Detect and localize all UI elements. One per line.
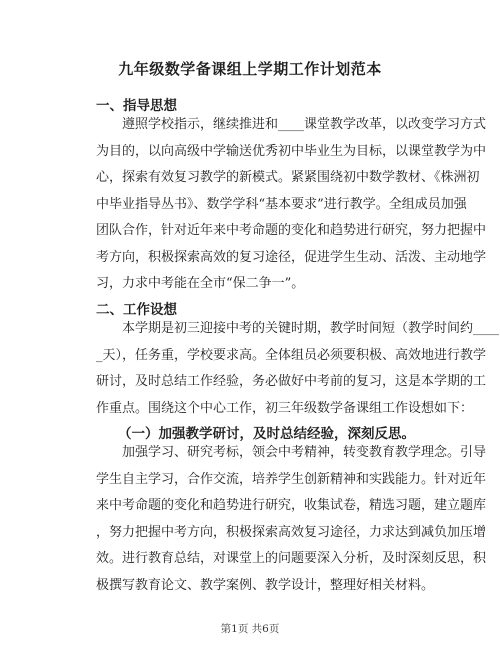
paragraph-line: 极撰写教育论文、教学案例、教学设计，整理好相关材料。 (96, 577, 435, 593)
paragraph-line: 学生自主学习，合作交流，培养学生创新精神和实践能力。针对近年 (96, 471, 487, 487)
paragraph-line: 为目的，以向高级中学输送优秀初中毕业生为目标，以课堂教学为中 (96, 143, 487, 159)
section-heading-work-plan: 二、工作设想 (96, 302, 177, 318)
paragraph-line: 心，探索有效复习教学的新模式。紧紧围绕初中数学教材、《株洲初 (96, 170, 480, 185)
paragraph-line: _天），任务重，学校要求高。全体组员必须要积极、高效地进行教学 (96, 347, 487, 363)
paragraph-teaching-research (96, 440, 487, 599)
sub-heading-teaching-research: （一）加强教学研讨，及时总结经验，深刻反思。 (118, 426, 415, 442)
paragraph-line: 效。进行教育总结，对课堂上的问题要深入分析，及时深刻反思，积 (96, 551, 487, 566)
page-footer: 第1页 共6页 (220, 623, 280, 635)
paragraph-line: 作重点。围绕这个中心工作，初三年级数学备课组工作设想如下： (96, 400, 474, 416)
paragraph-line: 本学期是初三迎接中考的关键时期，教学时间短（教学时间约____ (122, 321, 500, 336)
paragraph-line: 遵照学校指示，继续推进和____课堂教学改革，以改变学习方式 (122, 117, 487, 132)
section-heading-guiding-thought: 一、指导思想 (96, 98, 177, 114)
paragraph-line: 加强学习、研究考标，领会中考精神，转变教育教学理念。引导 (122, 445, 487, 460)
paragraph-guiding-thought (96, 112, 487, 298)
paragraph-line: 团队合作，针对近年来中考命题的变化和趋势进行研究，努力把握中 (96, 223, 487, 238)
paragraph-line: 考方向，积极探索高效的复习途径，促进学生生动、活泼、主动地学 (96, 249, 487, 265)
document-title: 九年级数学备课组上学期工作计划范本 (118, 60, 382, 78)
paragraph-line: 来中考命题的变化和趋势进行研究，收集试卷，精选习题，建立题库 (96, 498, 487, 513)
paragraph-line: 研讨，及时总结工作经验，务必做好中考前的复习，这是本学期的工 (96, 374, 487, 389)
paragraph-line: 习，力求中考能在全市“保二争一”。 (96, 276, 305, 291)
paragraph-line: ，努力把握中考方向，积极探索高效复习途径，力求达到减负加压增 (96, 524, 487, 540)
paragraph-line: 中毕业指导丛书》、数学学科“基本要求”进行教学。全组成员加强 (96, 196, 467, 212)
paragraph-work-plan (96, 316, 500, 422)
